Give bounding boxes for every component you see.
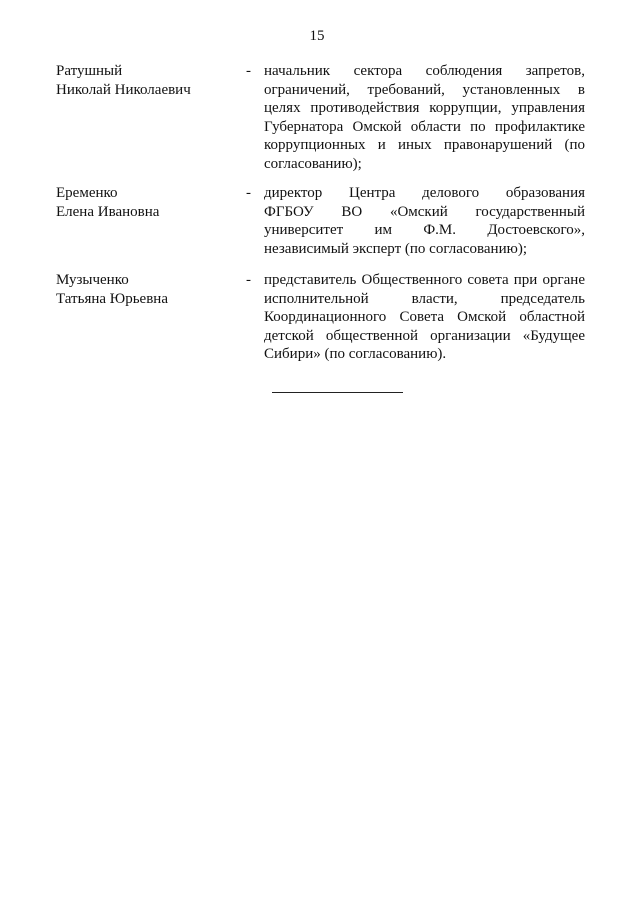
role-line: ограничений, требований, установленных в (264, 81, 585, 98)
page-number: 15 (309, 28, 325, 44)
member-name (56, 271, 236, 308)
role-line: университет им Ф.М. Достоевского», (264, 222, 585, 238)
role-line: директор Центра делового образования (264, 185, 585, 201)
role-line: Сибири» (по согласованию). (264, 346, 447, 362)
member-role (264, 62, 585, 173)
role-line: коррупционных и иных правонарушений (по (264, 137, 585, 153)
role-line: исполнительной власти, председатель (264, 290, 585, 307)
dash-separator: - (246, 63, 251, 79)
member-name (56, 62, 236, 99)
closing-rule (272, 392, 403, 393)
role-line: Координационного Совета Омской областной (264, 309, 585, 325)
role-line: независимый эксперт (по согласованию); (264, 240, 527, 257)
member-surname: Ратушный (56, 63, 123, 79)
member-surname: Музыченко (56, 272, 129, 288)
role-line: Губернатора Омской области по профилактике (264, 118, 585, 135)
member-surname: Еременко (56, 185, 118, 201)
dash-separator: - (246, 272, 251, 288)
role-line: начальник сектора соблюдения запретов, (264, 63, 585, 79)
member-role (264, 271, 585, 364)
dash-separator: - (246, 185, 251, 201)
role-line: целях противодействия коррупции, управления (264, 100, 585, 116)
role-line: детской общественной организации «Будущее (264, 327, 585, 344)
member-given-names: Елена Ивановна (56, 203, 160, 220)
role-line: представитель Общественного совета при органе (264, 272, 585, 288)
role-line: ФГБОУ ВО «Омский государственный (264, 203, 585, 220)
member-name (56, 184, 236, 221)
member-role (264, 184, 585, 258)
role-line: согласованию); (264, 155, 362, 172)
member-given-names: Татьяна Юрьевна (56, 290, 168, 307)
member-given-names: Николай Николаевич (56, 81, 191, 98)
